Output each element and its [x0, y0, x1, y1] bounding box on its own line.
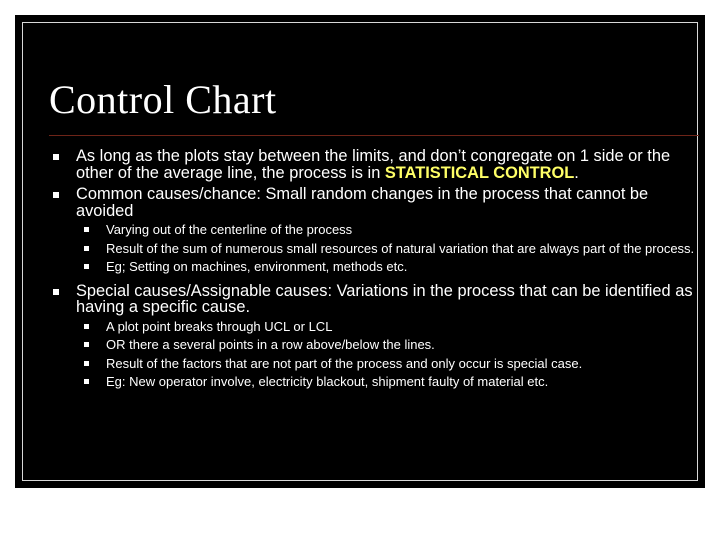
bullet-text: Common causes/chance: Small random changes in the process that cannot be avoided [76, 185, 649, 220]
sub-bullet [81, 259, 699, 275]
sub-bullet [81, 319, 699, 335]
sub-bullet [81, 222, 699, 238]
bullet-statistical-control [49, 148, 699, 181]
sub-bullet-text: Eg; Setting on machines, environment, methods etc. [106, 259, 408, 274]
statistical-control-highlight: STATISTICAL CONTROL [384, 163, 575, 182]
square-bullet-icon [53, 192, 59, 198]
sub-bullet [81, 241, 699, 257]
sub-bullet [81, 337, 699, 353]
square-bullet-icon [84, 246, 89, 251]
sub-bullet-text: OR there a several points in a row above/below the lines. [106, 337, 435, 352]
bullet-list [49, 143, 699, 390]
square-bullet-icon [84, 379, 89, 384]
sub-bullet-text: Varying out of the centerline of the process [106, 222, 353, 237]
bullet-text-end: . [574, 163, 579, 182]
square-bullet-icon [84, 227, 89, 232]
sub-bullet [81, 356, 699, 372]
sub-bullet-text: A plot point breaks through UCL or LCL [106, 318, 333, 334]
bullet-special-causes [49, 283, 699, 316]
bullet-text: Special causes/Assignable causes: Variations in the process that can be identified as having a specific cause. [76, 281, 693, 316]
square-bullet-icon [84, 342, 89, 347]
sub-bullet-text: Result of the factors that are not part of the process and only occur is special case. [106, 355, 583, 371]
square-bullet-icon [84, 361, 89, 366]
sub-bullet-text: Result of the sum of numerous small resources of natural variation that are always part of the process. [106, 240, 695, 256]
bullet-text: As long as the plots stay between the limits, and don’t congregate on 1 side or the other of the average line, the process is in [76, 147, 671, 182]
square-bullet-icon [84, 264, 89, 269]
sub-bullet [81, 374, 699, 390]
square-bullet-icon [53, 289, 59, 295]
sub-bullet-text: Eg: New operator involve, electricity blackout, shipment faulty of material etc. [106, 374, 549, 389]
square-bullet-icon [53, 154, 59, 160]
slide-title: Control Chart [49, 77, 277, 122]
slide [15, 15, 705, 488]
bullet-common-causes [49, 186, 699, 219]
square-bullet-icon [84, 324, 89, 329]
title-divider [49, 135, 699, 136]
